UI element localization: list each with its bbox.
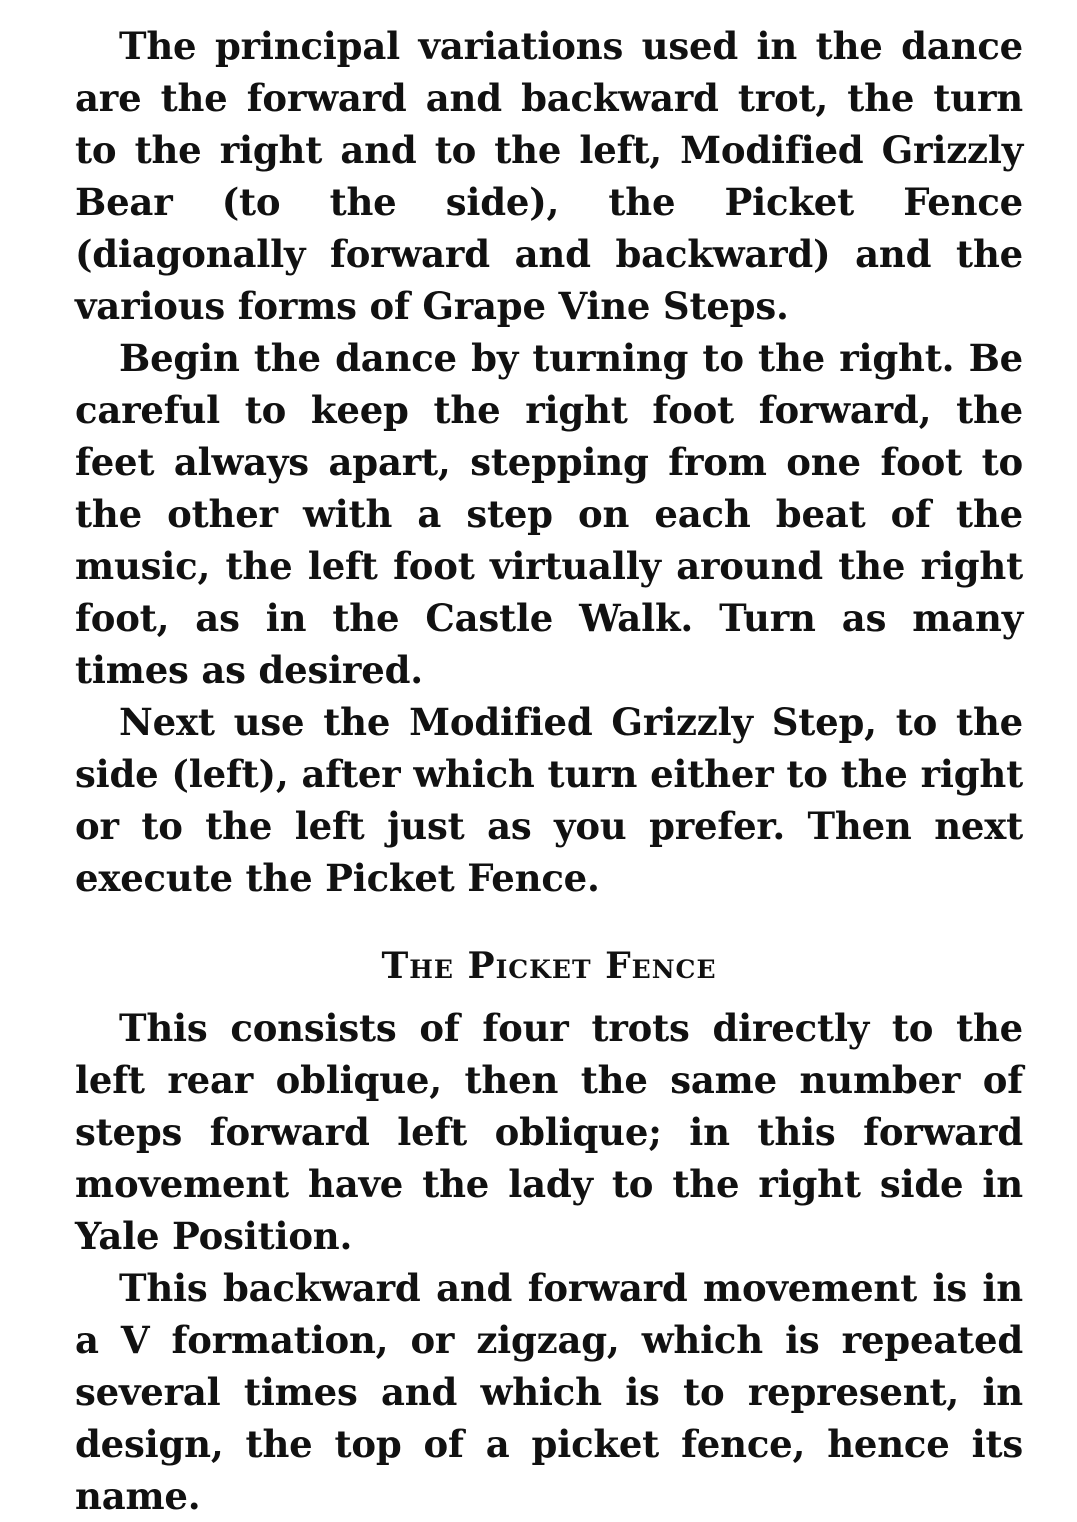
paragraph-four-trots: This consists of four trots directly to the left rear oblique, then the same number of steps forward left oblique; in this forward movement have the lady to the right side in Yale Position. (75, 1006, 1023, 1258)
paragraph-next-grizzly: Next use the Modified Grizzly Step, to the side (left), after which turn either to the right or to the left just as you prefer. Then next execute the Picket Fence. (75, 700, 1023, 900)
paragraph-begin-dance: Begin the dance by turning to the right. Be careful to keep the right foot forward, the feet always apart, stepping from one foot to the other with a step on each beat of the music, the left foot virtually around the right foot, as in the Castle Walk. Turn as many times as desired. (75, 336, 1023, 692)
paragraph-principal-variations: The principal variations used in the dance are the forward and backward trot, the turn to the right and to the left, Modified Grizzly Bear (to the side), the Picket Fence (diagonally forward and backward) and the various forms of Grape Vine Steps. (75, 24, 1023, 328)
book-page (75, 20, 1023, 1522)
section-heading: The Picket Fence (381, 945, 717, 987)
paragraph-v-formation: This backward and forward movement is in a V formation, or zigzag, which is repeated several times and which is to represent, in design, the top of a picket fence, hence its name. (75, 1266, 1023, 1518)
